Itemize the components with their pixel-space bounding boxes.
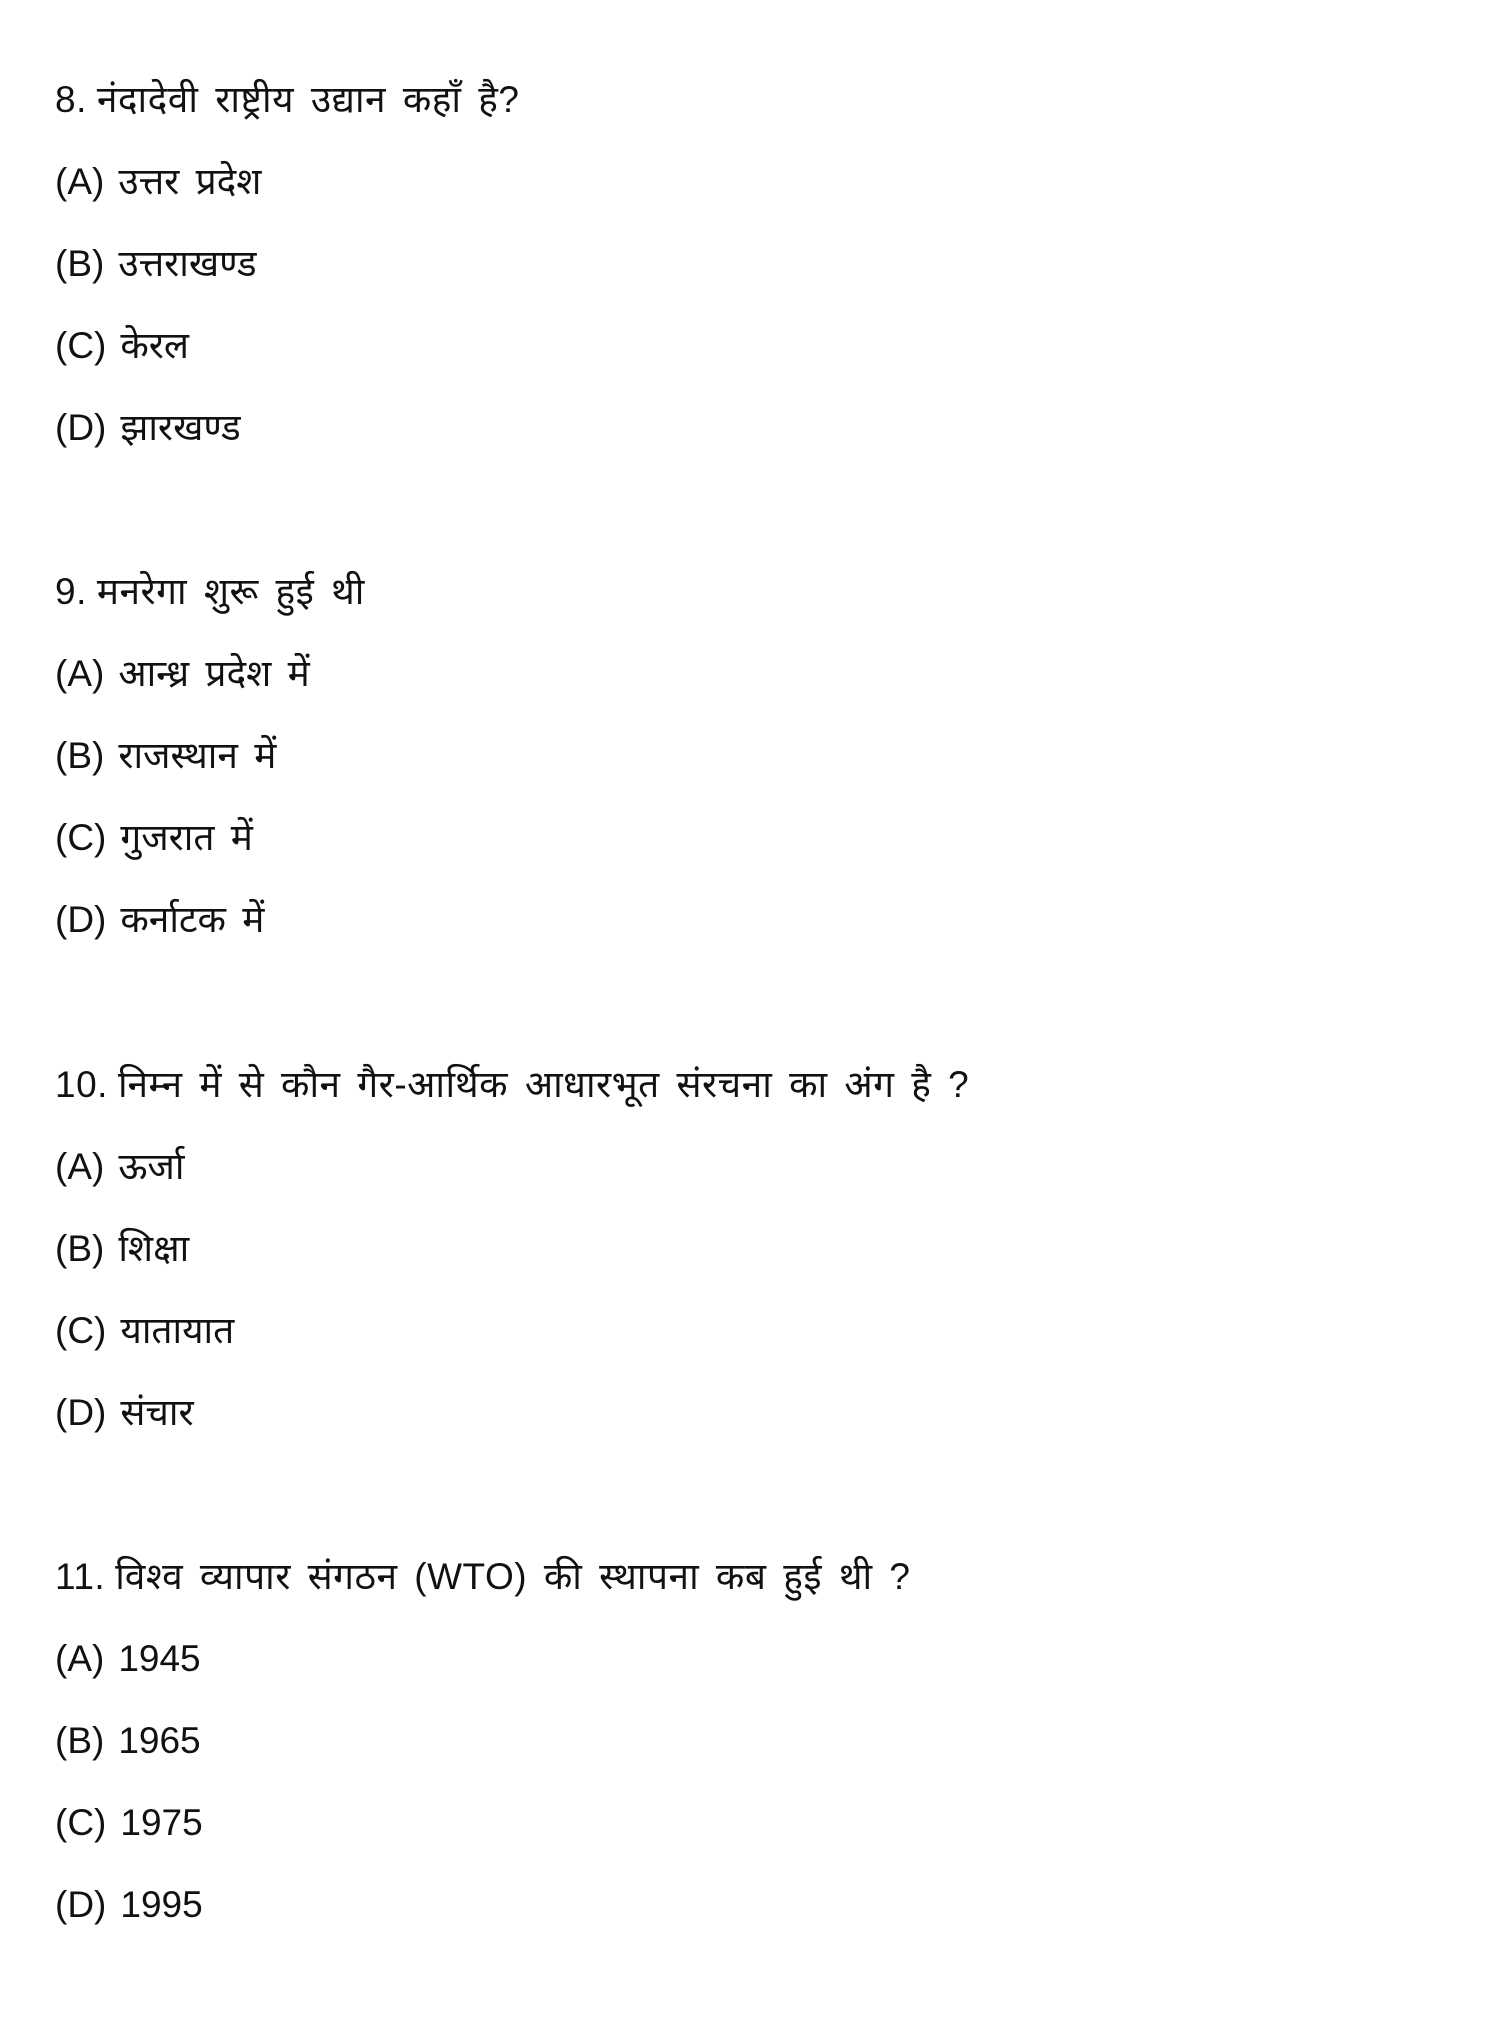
- option-label: (A): [55, 1146, 105, 1187]
- option-d: [55, 1881, 1475, 1929]
- option-label: (A): [55, 653, 105, 694]
- question-10: [55, 1061, 1475, 1437]
- option-text: झारखण्ड: [120, 407, 241, 448]
- option-text: 1995: [120, 1884, 203, 1925]
- option-text: शिक्षा: [118, 1228, 190, 1269]
- option-c: [55, 322, 1475, 370]
- option-label: (C): [55, 817, 107, 858]
- option-text: उत्तर प्रदेश: [118, 161, 262, 202]
- option-label: (C): [55, 1802, 107, 1843]
- question-number: 8.: [55, 79, 87, 120]
- option-label: (B): [55, 735, 105, 776]
- option-text: 1945: [118, 1638, 201, 1679]
- option-label: (B): [55, 1228, 105, 1269]
- option-a: [55, 158, 1475, 206]
- question-text: विश्व व्यापार संगठन (WTO) की स्थापना कब हुई थी ?: [115, 1556, 911, 1597]
- option-c: [55, 1307, 1475, 1355]
- option-text: संचार: [120, 1392, 194, 1433]
- option-label: (C): [55, 325, 107, 366]
- option-label: (B): [55, 1720, 105, 1761]
- option-text: गुजरात में: [120, 817, 253, 858]
- option-d: [55, 404, 1475, 452]
- question-11: [55, 1553, 1475, 1929]
- option-text: ऊर्जा: [118, 1146, 185, 1187]
- option-label: (D): [55, 407, 107, 448]
- question-number: 10.: [55, 1064, 108, 1105]
- option-label: (B): [55, 243, 105, 284]
- question-8: [55, 76, 1475, 452]
- option-a: [55, 1635, 1475, 1683]
- option-d: [55, 1389, 1475, 1437]
- question-9: [55, 568, 1475, 944]
- option-a: [55, 650, 1475, 698]
- option-a: [55, 1143, 1475, 1191]
- option-label: (C): [55, 1310, 107, 1351]
- option-text: आन्ध्र प्रदेश में: [118, 653, 310, 694]
- option-label: (A): [55, 161, 105, 202]
- option-text: राजस्थान में: [118, 735, 277, 776]
- option-c: [55, 1799, 1475, 1847]
- option-d: [55, 896, 1475, 944]
- question-stem: [55, 1061, 1475, 1109]
- option-text: 1965: [118, 1720, 201, 1761]
- option-label: (D): [55, 1884, 107, 1925]
- question-text: निम्न में से कौन गैर-आर्थिक आधारभूत संरचना का अंग है ?: [117, 1064, 970, 1105]
- question-text: मनरेगा शुरू हुई थी: [96, 571, 365, 612]
- question-stem: [55, 1553, 1475, 1601]
- option-b: [55, 1717, 1475, 1765]
- option-c: [55, 814, 1475, 862]
- option-text: 1975: [120, 1802, 203, 1843]
- option-text: कर्नाटक में: [120, 899, 265, 940]
- option-label: (D): [55, 1392, 107, 1433]
- option-label: (D): [55, 899, 107, 940]
- option-text: यातायात: [120, 1310, 235, 1351]
- option-b: [55, 732, 1475, 780]
- option-b: [55, 1225, 1475, 1273]
- option-text: केरल: [120, 325, 190, 366]
- option-b: [55, 240, 1475, 288]
- option-label: (A): [55, 1638, 105, 1679]
- question-text: नंदादेवी राष्ट्रीय उद्यान कहाँ है?: [96, 79, 520, 120]
- question-stem: [55, 76, 1475, 124]
- question-stem: [55, 568, 1475, 616]
- option-text: उत्तराखण्ड: [118, 243, 257, 284]
- question-number: 9.: [55, 571, 87, 612]
- question-number: 11.: [55, 1556, 106, 1597]
